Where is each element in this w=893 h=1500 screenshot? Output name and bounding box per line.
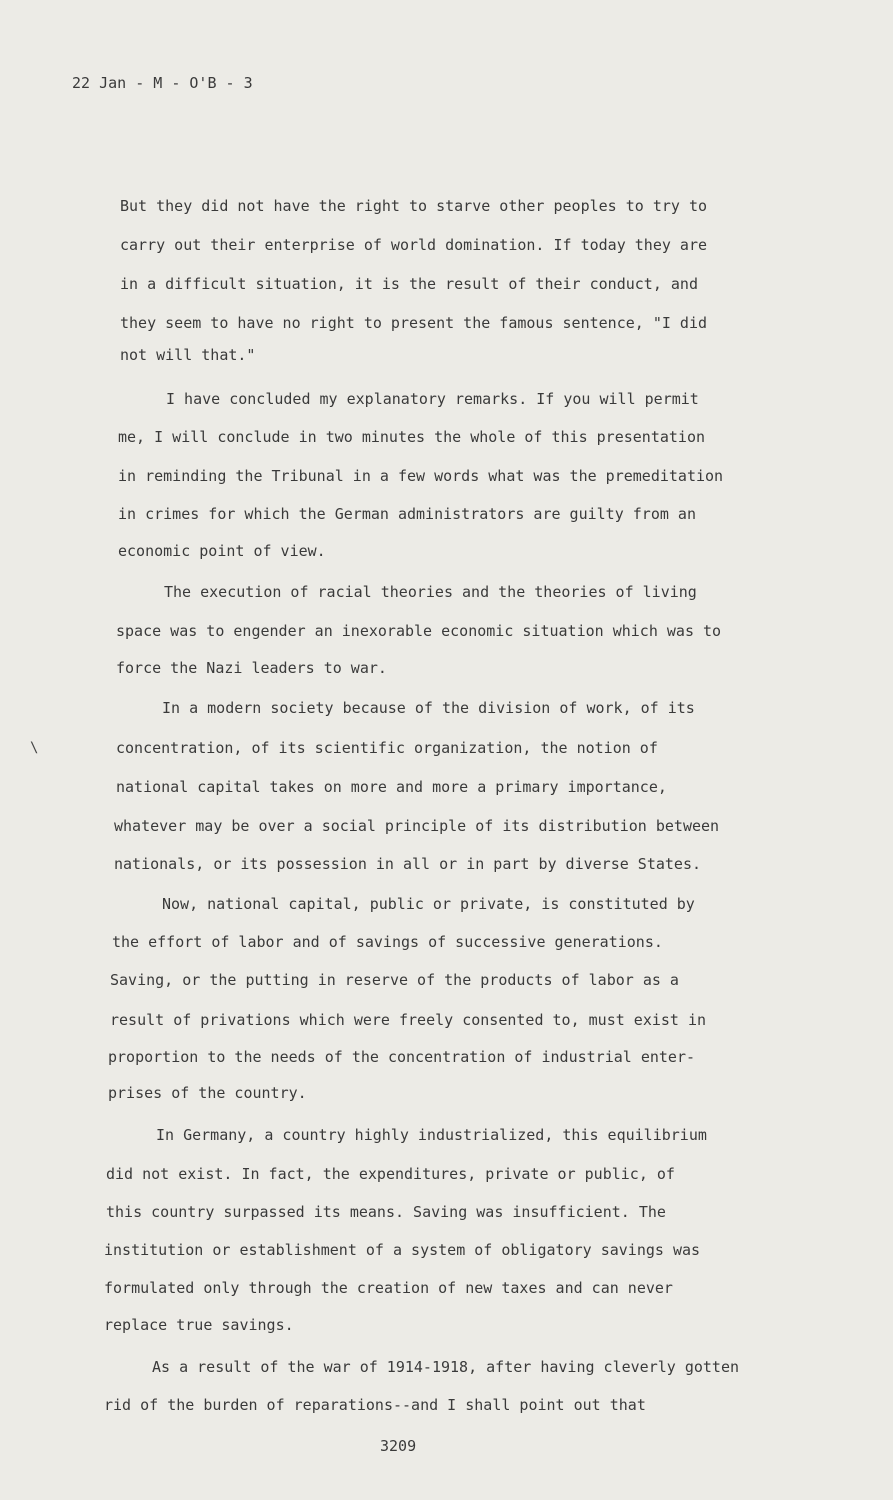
text-line: carry out their enterprise of world domination. If today they are	[120, 236, 707, 254]
text-line: Now, national capital, public or private, is constituted by	[162, 895, 695, 913]
text-line: force the Nazi leaders to war.	[116, 659, 387, 677]
text-line: But they did not have the right to starve other peoples to try to	[120, 197, 707, 215]
text-line: institution or establishment of a system of obligatory savings was	[104, 1241, 701, 1259]
text-line: this country surpassed its means. Saving was insufficient. The	[106, 1203, 666, 1221]
text-line: I have concluded my explanatory remarks. If you will permit	[166, 390, 699, 408]
text-line: the effort of labor and of savings of successive generations.	[112, 933, 663, 951]
text-line: proportion to the needs of the concentration of industrial enter-	[108, 1048, 695, 1066]
text-line: me, I will conclude in two minutes the whole of this presentation	[118, 428, 705, 446]
text-line: As a result of the war of 1914-1918, after having cleverly gotten	[152, 1358, 739, 1376]
text-line: rid of the burden of reparations--and I shall point out that	[104, 1396, 646, 1414]
text-line: did not exist. In fact, the expenditures, private or public, of	[106, 1165, 675, 1183]
text-line: national capital takes on more and more a primary importance,	[116, 778, 667, 796]
page-header: 22 Jan - M - O'B - 3	[72, 74, 253, 92]
text-line: Saving, or the putting in reserve of the products of labor as a	[110, 971, 679, 989]
text-line: not will that."	[120, 346, 256, 364]
text-line: In Germany, a country highly industrialized, this equilibrium	[156, 1126, 707, 1144]
text-line: replace true savings.	[104, 1316, 294, 1334]
text-line: they seem to have no right to present the famous sentence, "I did	[120, 314, 707, 332]
text-line: economic point of view.	[118, 542, 326, 560]
text-line: formulated only through the creation of new taxes and can never	[104, 1279, 673, 1297]
text-line: space was to engender an inexorable economic situation which was to	[116, 622, 722, 640]
text-line: whatever may be over a social principle of its distribution between	[114, 817, 720, 835]
text-line: in a difficult situation, it is the result of their conduct, and	[120, 275, 698, 293]
text-line: in crimes for which the German administrators are guilty from an	[118, 505, 696, 523]
text-line: result of privations which were freely consented to, must exist in	[110, 1011, 707, 1029]
text-line: The execution of racial theories and the theories of living	[164, 583, 697, 601]
margin-mark: \	[30, 740, 39, 756]
text-line: concentration, of its scientific organization, the notion of	[116, 739, 658, 757]
text-line: in reminding the Tribunal in a few words what was the premeditation	[118, 467, 724, 485]
text-line: In a modern society because of the division of work, of its	[162, 699, 695, 717]
page-number: 3209	[380, 1437, 417, 1455]
text-line: prises of the country.	[108, 1084, 307, 1102]
text-line: nationals, or its possession in all or in part by diverse States.	[114, 855, 701, 873]
